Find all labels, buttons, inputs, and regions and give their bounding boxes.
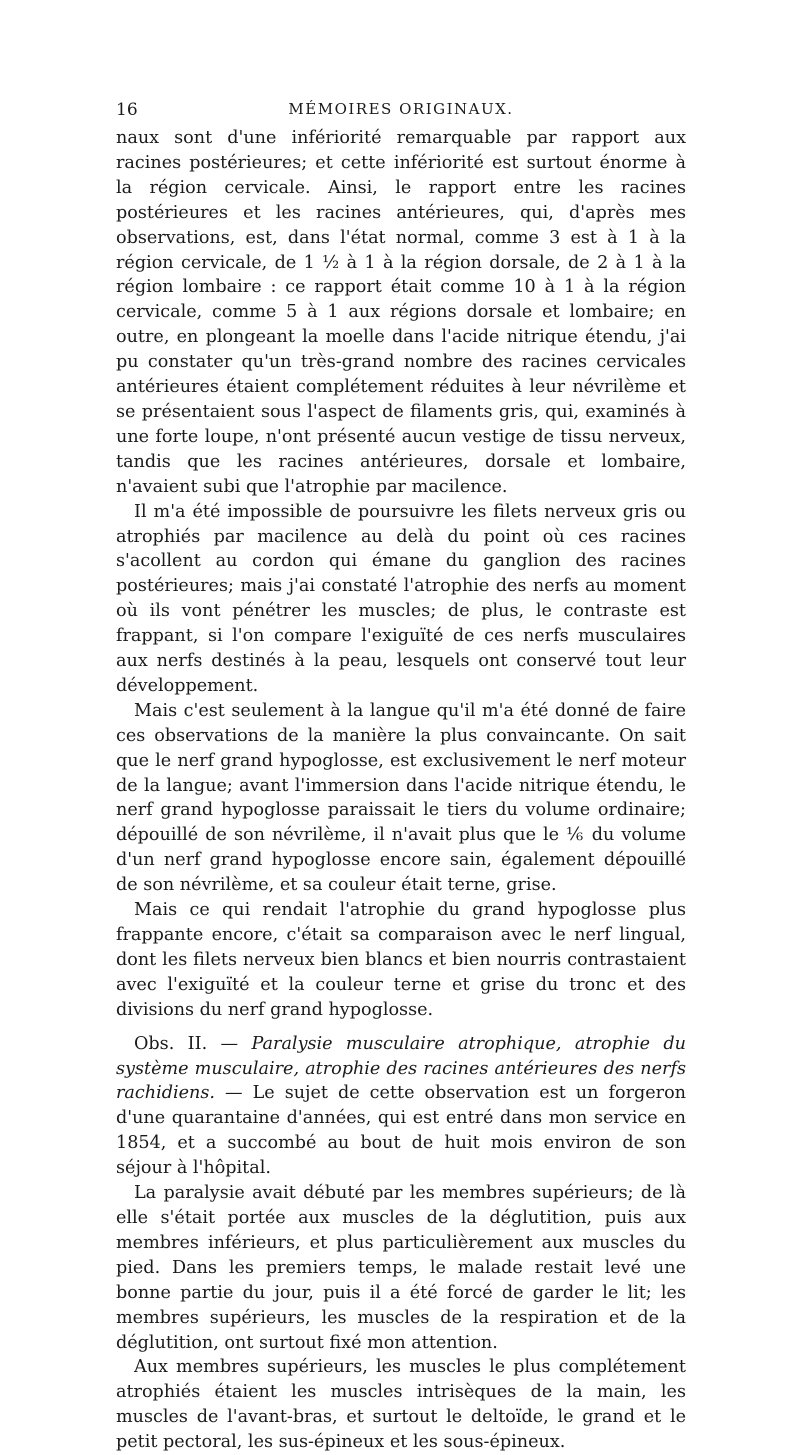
running-title: MÉMOIRES ORIGINAUX. [288, 100, 514, 118]
observation-text: — Le sujet de cette observation est un forgeron d'une quarantaine d'années, qui est entré dans mon service en 1854, et a succombé au bout de huit mois environ de son séjour à l'hôpital. [116, 1083, 686, 1179]
observation-paragraph [116, 1032, 686, 1181]
paragraph: Il m'a été impossible de poursuivre les filets nerveux gris ou atrophiés par macilence au delà du point où ces racines s'acollent au cordon qui émane du ganglion des racines postérieures; mais j'ai constaté l'atrophie des nerfs au moment où ils vont pénétrer les muscles; de plus, le contraste est frappant, si l'on compare l'exiguïté de ces nerfs musculaires aux nerfs destinés à la peau, lesquels ont conservé tout leur développement. [116, 501, 686, 696]
page-number: 16 [116, 100, 138, 120]
paragraph-continuation: naux sont d'une infériorité remarquable par rapport aux racines postérieures; et cette infériorité est surtout énorme à la région cervicale. Ainsi, le rapport entre les racines postérieures et les racines antérieures, qui, d'après mes observations, est, dans l'état normal, comme 3 est à 1 à la région cervicale, de 1 ½ à 1 à la région dorsale, de 2 à 1 à la région lombaire : ce rapport était comme 10 à 1 à la région cervicale, comme 5 à 1 aux régions dorsale et lombaire; en outre, en plongeant la moelle dans l'acide nitrique étendu, j'ai pu constater qu'un très-grand nombre des racines cervicales antérieures étaient complétement réduites à leur névrilème et se présentaient sous l'aspect de filaments gris, qui, examinés à une forte loupe, n'ont présenté aucun vestige de tissu nerveux, tandis que les racines antérieures, dorsale et lombaire, n'avaient subi que l'atrophie par macilence. [116, 128, 686, 497]
running-header [116, 100, 686, 124]
paragraph: Mais ce qui rendait l'atrophie du grand hypoglosse plus frappante encore, c'était sa comparaison avec le nerf lingual, dont les filets nerveux bien blancs et bien nourris contrastaient avec l'exiguïté et la couleur terne et grise du tronc et des divisions du nerf grand hypoglosse. [116, 900, 686, 1020]
paragraph: Aux membres supérieurs, les muscles le plus complétement atrophiés étaient les muscles intrisèques de la main, les muscles de l'avant-bras, et surtout le deltoïde, le grand et le petit pectoral, les sus-épineux et les sous-épineux. [116, 1357, 686, 1453]
paragraph: La paralysie avait débuté par les membres supérieurs; de là elle s'était portée aux muscles de la déglutition, puis aux membres inférieurs, et plus particulièrement aux muscles du pied. Dans les premiers temps, le malade restait levé une bonne partie du jour, puis il a été forcé de garder le lit; les membres supérieurs, les muscles de la respiration et de la déglutition, ont surtout fixé mon attention. [116, 1183, 686, 1353]
observation-label: Obs. II. — [134, 1033, 252, 1054]
observation-title: Paralysie musculaire atrophique, atrophie du système musculaire, atrophie des racines antérieures des nerfs rachidiens. [116, 1033, 686, 1104]
paragraph: Mais c'est seulement à la langue qu'il m'a été donné de faire ces observations de la manière la plus convaincante. On sait que le nerf grand hypoglosse, est exclusivement le nerf moteur de la langue; avant l'immersion dans l'acide nitrique étendu, le nerf grand hypoglosse paraissait le tiers du volume ordinaire; dépouillé de son névrilème, il n'avait plus que le ⅙ du volume d'un nerf grand hypoglosse encore sain, également dépouillé de son névrilème, et sa couleur était terne, grise. [116, 700, 686, 896]
page-body [116, 126, 686, 1455]
